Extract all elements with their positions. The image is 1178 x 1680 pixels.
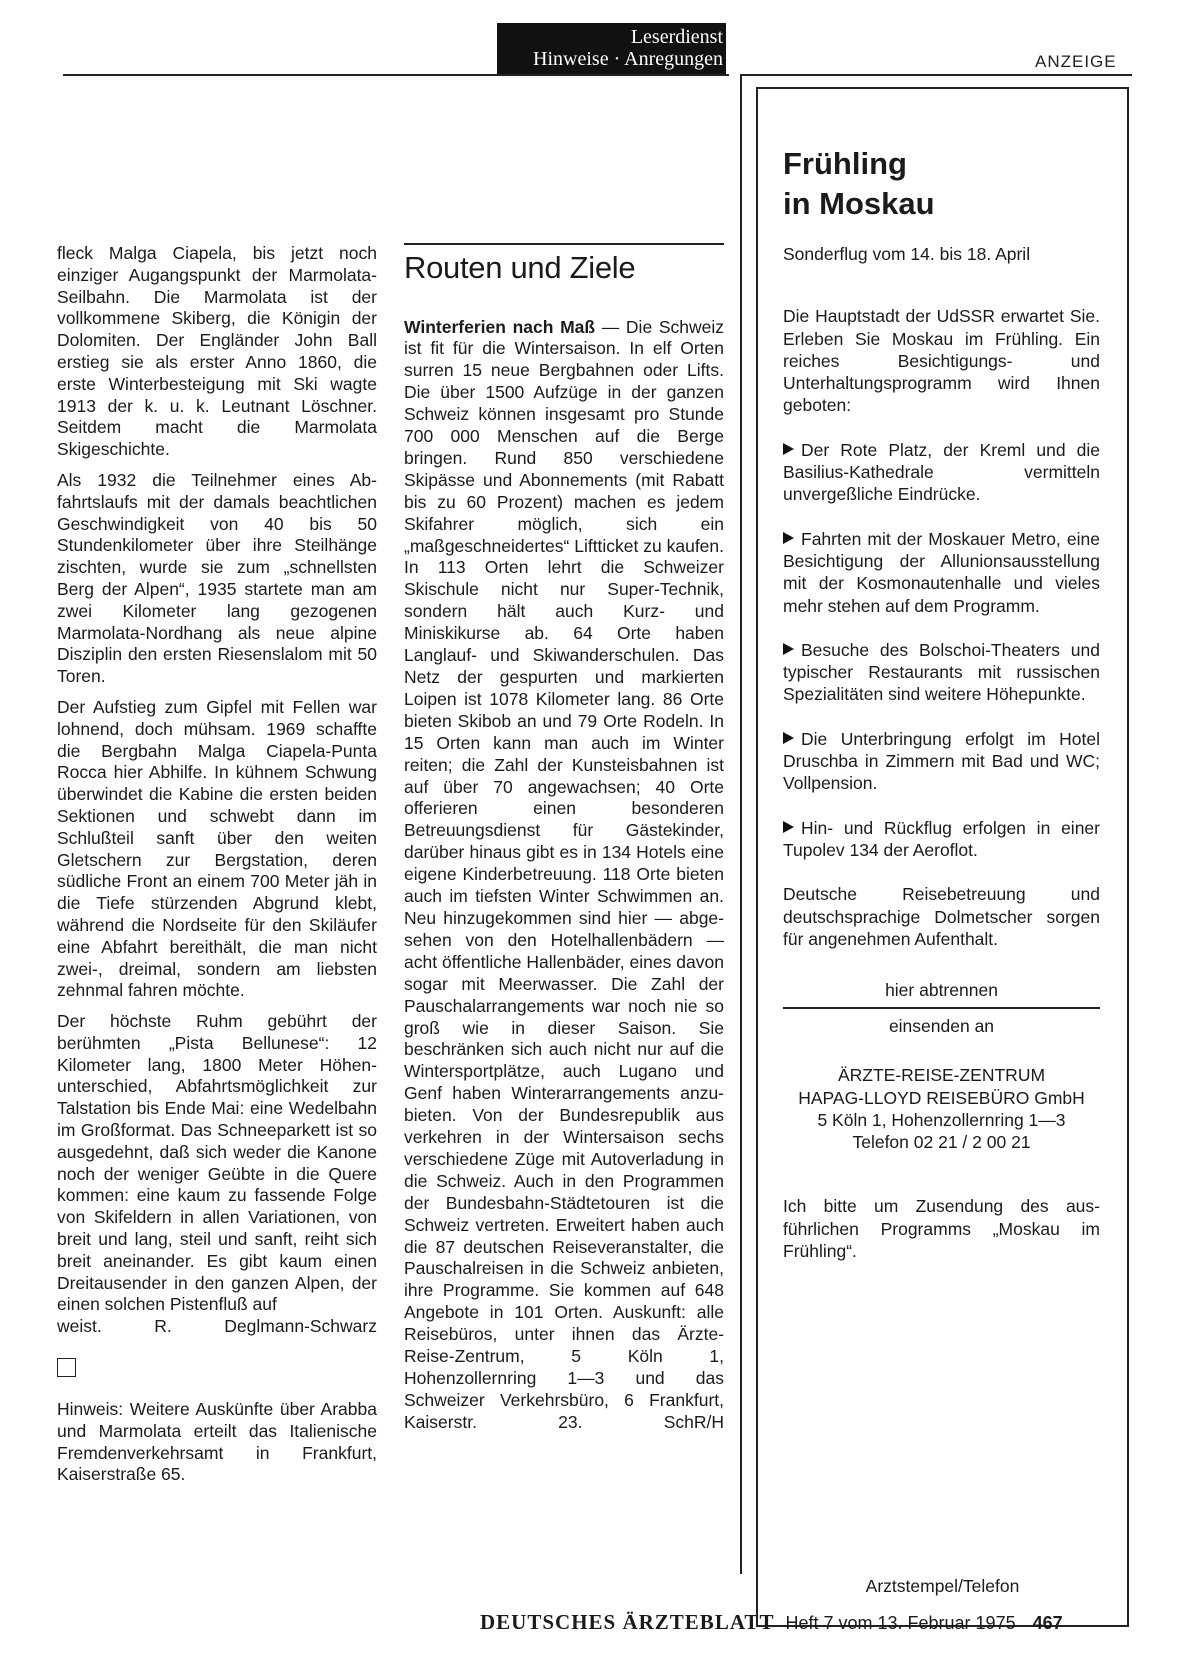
article-paragraph-2: Als 1932 die Teilnehmer eines Abfahrtslaufs mit der damals beachtlichen Geschwindigkeit von 40 bis 50 Stundenkilometer über ihre Steilhänge zischten, wurde sie zum „schnellsten Berg der Alpen“, 1935 startete man am zwei Kilometer lang gezogenen Marmolata-Nordhang als neue alpine Disziplin den ersten Riesenslalom mit 50 Toren. — [57, 469, 377, 687]
section-header-line2: Hinweise · Anregungen — [533, 48, 723, 70]
section-title-rule — [404, 243, 724, 245]
issue-info: Heft 7 vom 13. Februar 1975 — [785, 1613, 1016, 1633]
section-title: Routen und Ziele — [404, 249, 636, 285]
article-paragraph-4: Der höchste Ruhm gebührt der berühmten „Pista Bellunese“: 12 Kilometer lang, 1800 Meter Höhenunterschied, Abfahrtsmöglichkeit zur Talstation bis Ende Mai: eine Wedelbahn im Großformat. Das Schneeparkett ist so ausgedehnt, daß sich weder die Kanone noch der weniger Geübte in die Quere kommen: eine kaum zu fassende Folge von Skifeldern in allen Variationen, von breit und lang, steil und sanft, reiht sich breit aneinander. Es gibt kaum einen Dreitausender in den ganzen Alpen, der einen solchen Pistenfluß auf — [57, 1011, 377, 1315]
page-footer — [480, 1610, 1063, 1635]
page-number: 467 — [1032, 1613, 1063, 1633]
stamp-phone-label: Arztstempel/Telefon — [865, 1576, 1020, 1596]
advertisement-closing: Deutsche Reisebetreuung und deutschsprachige Dolmetscher sorgen für angenehmen Aufenthalt. — [783, 884, 1100, 949]
advertisement-bullet-text: Fahrten mit der Moskauer Metro, eine Besichtigung der Allunionsausstellung mit der Kosmonautenhalle und vieles mehr stehen auf dem Programm. — [783, 528, 1100, 616]
coupon-address — [783, 1064, 1100, 1153]
end-of-article-square-icon — [57, 1358, 76, 1377]
journal-name: DEUTSCHES ÄRZTEBLATT — [480, 1610, 775, 1634]
address-line: 5 Köln 1, Hohenzollernring 1—3 — [817, 1109, 1066, 1130]
advertisement-bullet — [783, 639, 1100, 706]
triangle-bullet-icon — [783, 643, 794, 655]
advertisement-bullet — [783, 817, 1100, 862]
news-item-lead: Winterferien nach Maß — [404, 316, 596, 337]
article-author: R. Deglmann-Schwarz — [154, 1316, 377, 1337]
coupon-request-text: Ich bitte um Zusendung des ausführlichen Programms „Moskau im Frühling“. — [783, 1196, 1100, 1261]
advertisement-bullet-text: Die Unterbringung erfolgt im Hotel Druschba in Zimmern mit Bad und WC; Vollpension. — [783, 728, 1100, 794]
address-line: Telefon 02 21 / 2 00 21 — [852, 1132, 1031, 1153]
left-article-column — [57, 243, 377, 1495]
advertisement-bullet-text: Hin- und Rückflug erfolgen in einer Tupolev 134 der Aeroflot. — [783, 817, 1100, 860]
news-item-body: — Die Schweiz ist fit für die Wintersaison. In elf Orten surren 15 neue Bergbahnen oder Lifts. Die über 1500 Aufzüge in der ganzen Schweiz können insgesamt pro Stunde 700 000 Menschen auf die Berge bringen. Rund 850 verschiedene Skipässe und Abonnements (mit Rabatt bis zu 60 Prozent) machen es jedem Skifahrer möglich, sich ein „maßgeschneidertes“ Liftticket zu kaufen. In 113 Orten lehrt die Schweizer Skischule nicht nur Super-Technik, sondern hält auch Kurz- und Miniskikurse ab. 64 Orte haben Langlauf- und Skiwanderschulen. Das Netz der gespurten und markierten Loipen ist 1078 Kilometer lang. 86 Orte bieten Skibob an und 79 Orte Rodeln. In 15 Orten kann man auch im Winter reiten; die Zahl der Kunsteisbahnen ist auf über 70 angewachsen; 40 Orte offerieren einen besonderen Betreuungsdienst für Gästekinder, darüber hinaus gibt es in 134 Hotels eine eigene Kinderbetreuung. 118 Orte bieten auch im tiefsten Winter Schwimmen an. Neu hinzugekommen sind hier — abgesehen von den Hotelhallenbädern — acht öffentliche Hallenbäder, eines davon sogar mit Meerwasser. Die Zahl der Pauschalarrangements war noch nie so groß wie in dieser Saison. Sie beschränken sich auch nicht nur auf die Wintersportplätze, auch Lugano und Genf haben Winterarrangements anzubieten. Von der Bundesrepublik aus verkehren in der Wintersaison sechs verschiedene Züge mit Autoverladung in die Schweiz. Auch in den Programmen der Bundesbahn-Städtetouren ist die Schweiz vertreten. Erweitert haben auch die 87 deutschen Reiseveranstalter, die Pauschalreisen in die Schweiz anbieten, ihre Programme. Sie kommen auf 648 Angebote in 101 Orten. Auskunft: alle Reisebüros, unter ihnen das Ärzte-Reise-Zentrum, 5 Köln 1, Hohenzollernring 1—3 und das Schweizer Verkehrsbüro, 6 Frankfurt, Kaiserstr. 23. SchR/H — [404, 316, 725, 1432]
advertisement-bullet — [783, 439, 1100, 506]
article-last-word: weist. — [57, 1316, 102, 1337]
advertisement-bullet — [783, 528, 1100, 617]
address-line: ÄRZTE-REISE-ZENTRUM — [837, 1065, 1046, 1086]
advertisement-title-line2: in Moskau — [783, 186, 935, 221]
triangle-bullet-icon — [783, 443, 794, 455]
advertisement-title — [783, 144, 1100, 224]
advertisement-bullet-text: Der Rote Platz, der Kreml und die Basilius-Kathedrale vermitteln unvergeßliche Eindrücke. — [783, 439, 1100, 505]
advertisement-title-line1: Frühling — [783, 146, 907, 181]
article-signature-line — [57, 1316, 377, 1338]
article-paragraph-3: Der Aufstieg zum Gipfel mit Fellen war lohnend, doch mühsam. 1969 schaffte die Bergbahn Malga Ciapela-Punta Rocca hier Abhilfe. In kühnem Schwung überwindet die Kabine die ersten beiden Sektionen und schwebt dann im Schlußteil sanft über den weiten Gletschern zur Bergstation, deren südliche Front an einem 700 Meter jäh in die Tiefe stürzenden Abgrund klebt, während die Nordseite für den Skiläufer eine Abfahrt bereithält, die man nicht zwei-, dreimal, sondern am liebsten zehnmal fahren möchte. — [57, 696, 377, 1001]
article-note: Hinweis: Weitere Auskünfte über Arabba und Marmolata erteilt das Italienische Fremdenverkehrsamt in Frankfurt, Kaiserstraße 65. — [57, 1399, 377, 1485]
tear-off-label: hier abtrennen — [885, 980, 998, 1001]
header-rule — [63, 74, 729, 76]
column-divider — [740, 74, 742, 1574]
address-line: HAPAG-LLOYD REISEBÜRO GmbH — [798, 1087, 1085, 1108]
advertisement-bullet — [783, 728, 1100, 795]
section-header-line1: Leserdienst — [630, 26, 723, 48]
triangle-bullet-icon — [783, 532, 794, 544]
triangle-bullet-icon — [783, 821, 794, 833]
advertisement-box — [756, 87, 1129, 1627]
tear-off-line — [783, 1007, 1100, 1009]
section-header-box — [497, 23, 726, 74]
advertisement-subtitle: Sonderflug vom 14. bis 18. April — [783, 244, 1031, 264]
news-item-text — [404, 317, 724, 1434]
advertisement-content — [783, 144, 1100, 1262]
send-to-label: einsenden an — [888, 1015, 995, 1036]
advertisement-rule — [740, 74, 1132, 76]
advertisement-bullet-text: Besuche des Bolschoi-Theaters und typischer Restaurants mit russischen Spezialitäten sind weitere Höhepunkte. — [783, 639, 1100, 705]
advertisement-intro: Die Hauptstadt der UdSSR erwartet Sie. Erleben Sie Moskau im Frühling. Ein reiches Besichtigungs- und Unterhaltungsprogramm wird Ihnen geboten: — [783, 306, 1100, 416]
triangle-bullet-icon — [783, 732, 794, 744]
article-paragraph-1: fleck Malga Ciapela, bis jetzt noch einziger Augangspunkt der Marmolata-Seilbahn. Die Marmolata ist der vollkommene Skiberg, die Königin der Dolomiten. Der Engländer John Ball erstieg sie als erster Anno 1860, die erste Winterbesteigung mit Ski wagte 1913 der k. u. k. Leutnant Löschner. Seitdem macht die Marmolata Skigeschichte. — [57, 243, 377, 460]
advertisement-label: ANZEIGE — [1035, 52, 1117, 71]
middle-article-column — [404, 243, 724, 1434]
